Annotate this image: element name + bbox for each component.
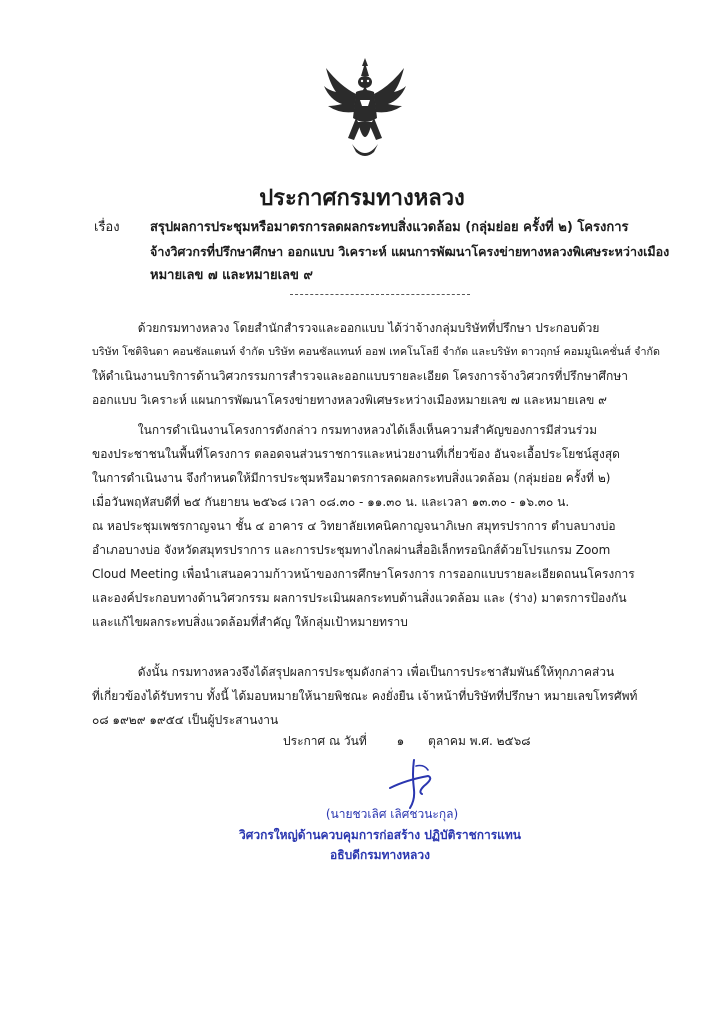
paragraph-line: บริษัท โซติจินดา คอนซัลแตนท์ จำกัด บริษัท คอนซัลแทนท์ ออฟ เทคโนโลยี จำกัด และบริษัท ดาวฤกษ์ คอมมูนิเคชั่นส์ จำกัด: [92, 345, 661, 358]
announcement-date: [283, 732, 531, 751]
subject-text: [150, 216, 670, 288]
paragraph-line: และแก้ไขผลกระทบสิ่งแวดล้อมที่สำคัญ ให้กลุ่มเป้าหมายทราบ: [92, 615, 408, 629]
paragraph-intro: [92, 316, 672, 412]
paragraph-line: Cloud Meeting เพื่อนำเสนอความก้าวหน้าของการศึกษาโครงการ การออกแบบรายละเอียดถนนโครงการ: [92, 567, 635, 581]
signer-name: (นายชวเลิศ เลิศชวนะกุล): [325, 807, 459, 821]
paragraph-conclusion: [92, 660, 672, 732]
date-prefix: ประกาศ ณ วันที่: [283, 734, 367, 748]
subject-label: เรื่อง: [94, 220, 120, 235]
paragraph-line: ออกแบบ วิเคราะห์ แผนการพัฒนาโครงข่ายทางหลวงพิเศษระหว่างเมืองหมายเลข ๗ และหมายเลข ๙: [92, 393, 607, 407]
date-month-year: ตุลาคม พ.ศ. ๒๕๖๘: [428, 734, 531, 748]
paragraph-line: ให้ดำเนินงานบริการด้านวิศวกรรมการสำรวจและออกแบบรายละเอียด โครงการจ้างวิศวกรที่ปรึกษาศึกษา: [92, 369, 628, 383]
garuda-emblem-icon: [322, 56, 408, 164]
signer-title: วิศวกรใหญ่ด้านควบคุมการก่อสร้าง ปฏิบัติราชการแทน: [238, 828, 522, 842]
signer-organization: อธิบดีกรมทางหลวง: [330, 848, 430, 862]
subject-line: หมายเลข ๗ และหมายเลข ๙: [150, 268, 313, 283]
paragraph-line: ในการดำเนินงานโครงการดังกล่าว กรมทางหลวงได้เล็งเห็นความสำคัญของการมีส่วนร่วม: [92, 423, 597, 437]
divider: [290, 294, 470, 295]
date-day: ๑: [396, 734, 405, 748]
subject-line: จ้างวิศวกรที่ปรึกษาศึกษา ออกแบบ วิเคราะห์ แผนการพัฒนาโครงข่ายทางหลวงพิเศษระหว่างเมือง: [150, 244, 670, 259]
paragraph-line: ที่เกี่ยวข้องได้รับทราบ ทั้งนี้ ได้มอบหมายให้นายพิชณะ คงยั่งยืน เจ้าหน้าที่บริษัทที่ปรึกษา หมายเลขโทรศัพท์: [92, 689, 638, 703]
paragraph-details: [92, 418, 672, 634]
page-title: ประกาศกรมทางหลวง: [259, 186, 465, 211]
paragraph-line: ๐๘ ๑๙๒๙ ๑๙๕๔ เป็นผู้ประสานงาน: [92, 713, 279, 727]
paragraph-line: อำเภอบางบ่อ จังหวัดสมุทรปราการ และการประชุมทางไกลผ่านสื่ออิเล็กทรอนิกส์ด้วยโปรแกรม Zoom: [92, 543, 611, 557]
paragraph-line: ดังนั้น กรมทางหลวงจึงได้สรุปผลการประชุมดังกล่าว เพื่อเป็นการประชาสัมพันธ์ให้ทุกภาคส่วน: [92, 665, 615, 679]
subject-line: สรุปผลการประชุมหรือมาตรการลดผลกระทบสิ่งแวดล้อม (กลุ่มย่อย ครั้งที่ ๒) โครงการ: [150, 220, 629, 235]
paragraph-line: ด้วยกรมทางหลวง โดยสำนักสำรวจและออกแบบ ได้ว่าจ้างกลุ่มบริษัทที่ปรึกษา ประกอบด้วย: [92, 321, 600, 335]
paragraph-line: ของประชาชนในพื้นที่โครงการ ตลอดจนส่วนราชการและหน่วยงานที่เกี่ยวข้อง อันจะเอื้อประโยชน์สูงสุด: [92, 447, 620, 461]
paragraph-line: ในการดำเนินงาน จึงกำหนดให้มีการประชุมหรือมาตรการลดผลกระทบสิ่งแวดล้อม (กลุ่มย่อย ครั้งที่ ๒): [92, 471, 611, 485]
paragraph-line: เมื่อวันพฤหัสบดีที่ ๒๕ กันยายน ๒๕๖๘ เวลา ๐๘.๓๐ - ๑๑.๓๐ น. และเวลา ๑๓.๓๐ - ๑๖.๓๐ น.: [92, 495, 570, 509]
paragraph-line: และองค์ประกอบทางด้านวิศวกรรม ผลการประเมินผลกระทบด้านสิ่งแวดล้อม และ (ร่าง) มาตรการป้องกัน: [92, 591, 627, 605]
paragraph-line: ณ หอประชุมเพชรกาญจนา ชั้น ๔ อาคาร ๔ วิทยาลัยเทคนิคกาญจนาภิเษก สมุทรปราการ ตำบลบางบ่อ: [92, 519, 616, 533]
